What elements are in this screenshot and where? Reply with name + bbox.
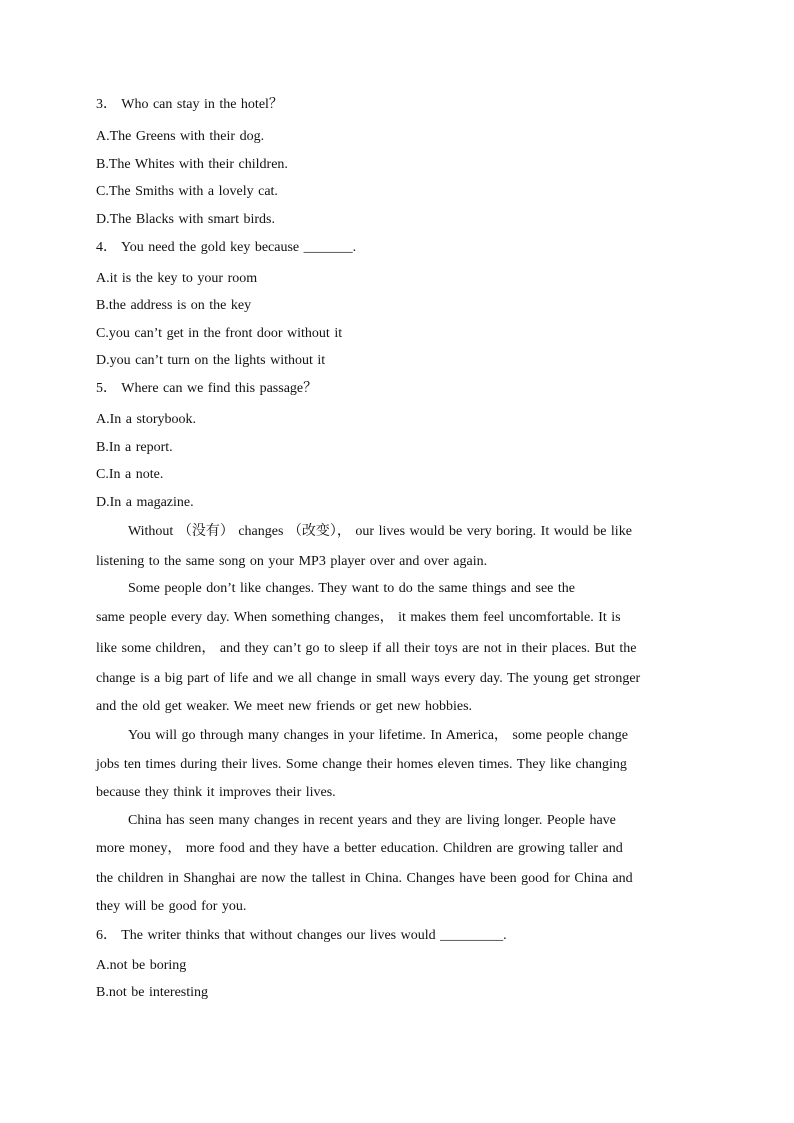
q3-option-d: D.The Blacks with smart birds. <box>96 212 275 227</box>
passage-line: more money， more food and they have a better education. Children are growing taller and <box>96 841 623 856</box>
q4-option-b: B.the address is on the key <box>96 298 252 313</box>
q5-option-c: C.In a note. <box>96 467 164 482</box>
passage-line: like some children， and they can’t go to sleep if all their toys are not in their places. But the <box>96 641 637 656</box>
question-5: 5． Where can we find this passage？ <box>96 381 318 396</box>
question-4: 4． You need the gold key because _______. <box>96 240 357 255</box>
q5-option-a: A.In a storybook. <box>96 412 196 427</box>
q4-option-c: C.you can’t get in the front door without it <box>96 326 343 341</box>
passage-line: listening to the same song on your MP3 player over and over again. <box>96 554 488 569</box>
q4-option-a: A.it is the key to your room <box>96 271 258 286</box>
q3-option-c: C.The Smiths with a lovely cat. <box>96 184 278 199</box>
q6-option-a: A.not be boring <box>96 958 187 973</box>
passage-line: Some people don’t like changes. They want to do the same things and see the <box>128 581 575 596</box>
question-3: 3． Who can stay in the hotel？ <box>96 97 283 112</box>
passage-line: the children in Shanghai are now the tallest in China. Changes have been good for China and <box>96 871 633 886</box>
passage-line: they will be good for you. <box>96 899 247 914</box>
q5-option-b: B.In a report. <box>96 440 173 455</box>
q3-option-b: B.The Whites with their children. <box>96 157 288 172</box>
question-6: 6． The writer thinks that without changes our lives would _________. <box>96 928 507 943</box>
passage-line: China has seen many changes in recent years and they are living longer. People have <box>128 813 616 828</box>
passage-line: same people every day. When something changes， it makes them feel uncomfortable. It is <box>96 610 621 625</box>
passage-line: because they think it improves their lives. <box>96 785 336 800</box>
q5-option-d: D.In a magazine. <box>96 495 194 510</box>
passage-line: change is a big part of life and we all change in small ways every day. The young get stronger <box>96 671 641 686</box>
passage-line: Without （没有） changes （改变）， our lives would be very boring. It would be like <box>128 524 632 539</box>
q6-option-b: B.not be interesting <box>96 985 209 1000</box>
passage-line: You will go through many changes in your lifetime. In America， some people change <box>128 728 628 743</box>
passage-line: and the old get weaker. We meet new friends or get new hobbies. <box>96 699 473 714</box>
passage-line: jobs ten times during their lives. Some change their homes eleven times. They like changing <box>96 757 627 772</box>
q3-option-a: A.The Greens with their dog. <box>96 129 265 144</box>
q4-option-d: D.you can’t turn on the lights without it <box>96 353 326 368</box>
